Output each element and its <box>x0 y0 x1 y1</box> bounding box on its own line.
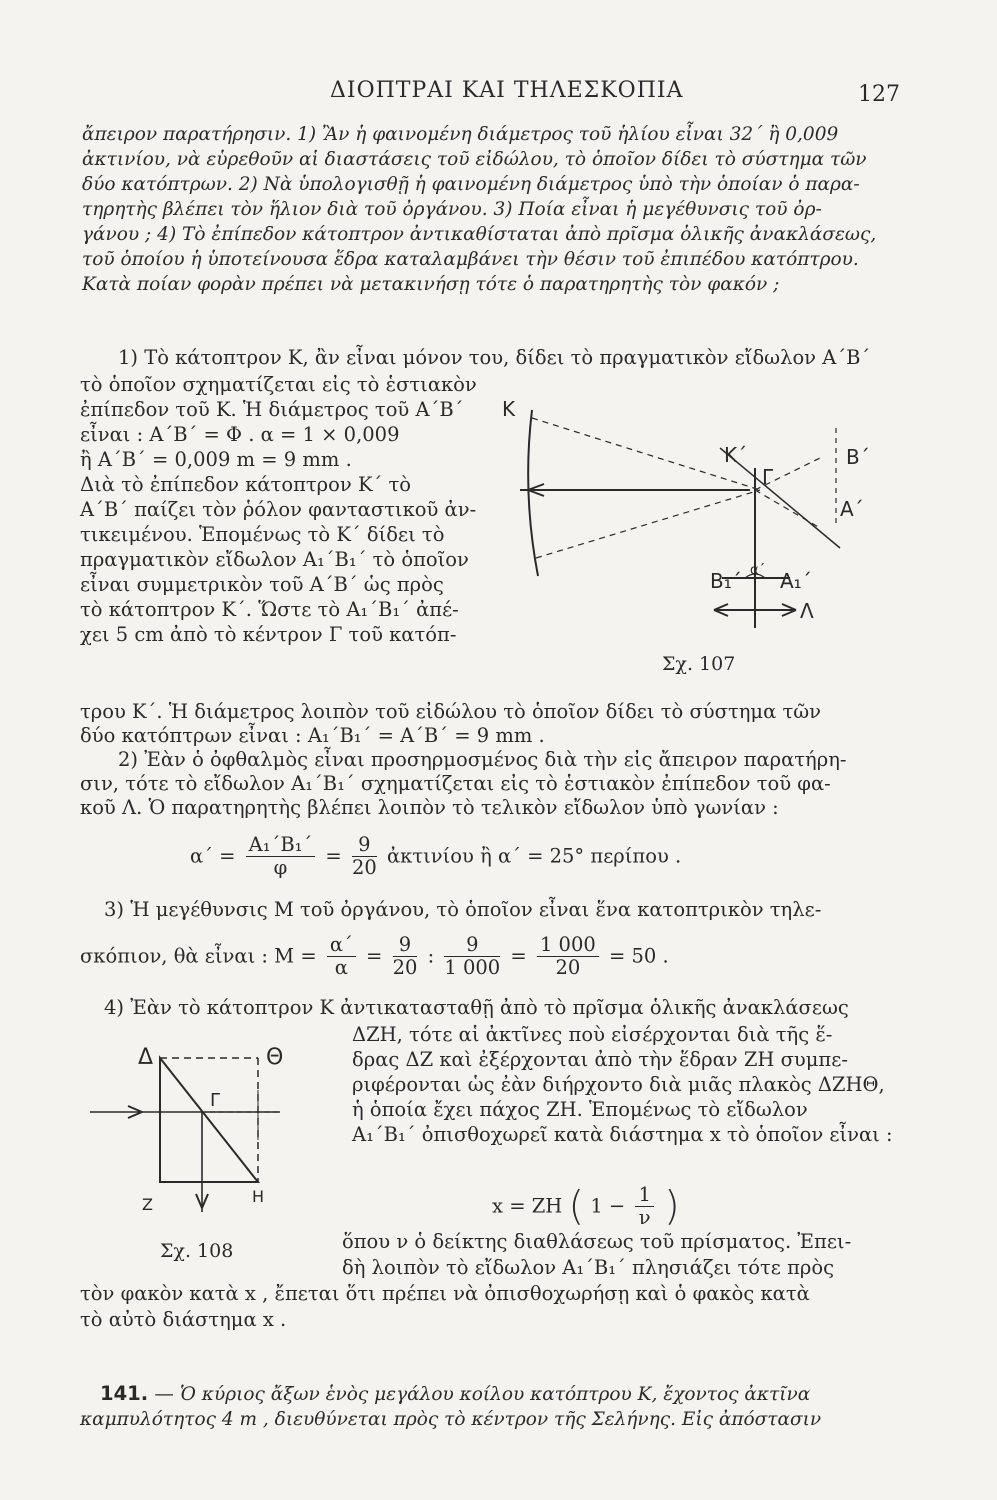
denominator: 20 <box>555 956 581 979</box>
running-header: ΔΙΟΠΤΡΑΙ ΚΑΙ ΤΗΛΕΣΚΟΠΙΑ <box>330 78 684 103</box>
label-h: H <box>252 1187 265 1206</box>
label-gamma: Γ <box>210 1090 221 1111</box>
problem-line: τηρητὴς βλέπει τὸν ἥλιον διὰ τοῦ ὀργάνου. 3) Ποία εἶναι ἡ μεγέθυνσις τοῦ ὀρ- <box>82 199 822 220</box>
text-line: δὴ λοιπὸν τὸ εἴδωλον Α₁΄Β₁΄ πλησιάζει τότε πρὸς <box>342 1256 835 1279</box>
numerator: 9 <box>444 934 500 957</box>
text-line: 2) Ἐὰν ὁ ὀφθαλμὸς εἶναι προσηρμοσμένος διὰ τὴν εἰς ἄπειρον παρατήρη- <box>118 748 847 771</box>
formula-2 <box>190 834 681 879</box>
problem-line: δύο κατόπτρων. 2) Νὰ ὑπολογισθῇ ἡ φαινομένη διάμετρος ὑπὸ τὴν ὁποίαν ὁ παρα- <box>82 174 860 195</box>
text-line: σιν, τότε τὸ εἴδωλον Α₁΄Β₁΄ σχηματίζεται εἰς τὸ ἑστιακὸν ἐπίπεδον τοῦ φα- <box>80 772 831 795</box>
text-line: 4) Ἐὰν τὸ κάτοπτρον Κ ἀντικατασταθῇ ἀπὸ τὸ πρῖσμα ὁλικῆς ἀνακλάσεως <box>104 996 849 1019</box>
fraction <box>327 934 356 979</box>
text-line: δρας ΔΖ καὶ ἐξέρχονται ἀπὸ τὴν ἕδραν ΖΗ συμπε- <box>352 1048 848 1071</box>
text-line: εἶναι : Α΄Β΄ = Φ . α = 1 × 0,009 <box>80 423 400 446</box>
text-line: Α₁΄Β₁΄ ὀπισθοχωρεῖ κατὰ διάστημα x τὸ ὁποῖον εἶναι : <box>352 1123 893 1146</box>
fraction <box>635 1184 653 1229</box>
formula-4: x = ΖΗ ( 1 − $\frac{1}{\nu}$ ) <box>492 1183 680 1230</box>
problem-text: Ὁ κύριος ἄξων ἑνὸς μεγάλου κοίλου κατόπτρου Κ, ἔχοντος ἀκτῖνα <box>180 1384 811 1405</box>
problem-line: τοῦ ὁποίου ἡ ὑποτείνουσα ἕδρα καταλαμβάνει τὴν θέσιν τοῦ ἐπιπέδου κατόπτρου. <box>82 249 859 270</box>
formula-lhs: x = ΖΗ <box>492 1194 563 1218</box>
problem-number: 141. <box>100 1382 149 1405</box>
label-lambda: Λ <box>800 599 814 623</box>
label-k-prime: K΄ <box>724 443 748 467</box>
page-number: 127 <box>858 82 900 107</box>
numerator: 9 <box>352 834 377 857</box>
solution-1-left-column <box>80 372 500 647</box>
label-alpha-prime: α΄ <box>750 563 766 578</box>
text-line: τὸ κάτοπτρον Κ΄. Ὥστε τὸ Α₁΄Β₁΄ ἀπέ- <box>80 598 459 621</box>
numerator: Α₁΄Β₁΄ <box>246 834 316 857</box>
text-line: τὸ ὁποῖον σχηματίζεται εἰς τὸ ἑστιακὸν <box>80 373 477 396</box>
formula-lead: σκόπιον, θὰ εἶναι : Μ = <box>80 944 317 968</box>
label-b1: B₁΄ <box>710 569 742 593</box>
text-line: ἡ ὁποία ἔχει πάχος ΖΗ. Ἑπομένως τὸ εἴδωλον <box>352 1098 808 1121</box>
text-line: τὸν φακὸν κατὰ x , ἔπεται ὅτι πρέπει νὰ ὀπισθοχωρήσῃ καὶ ὁ φακὸς κατὰ <box>80 1282 810 1305</box>
equals: = <box>325 844 342 868</box>
fraction <box>444 934 500 979</box>
numerator: 1 <box>635 1184 653 1207</box>
result: = 50 . <box>608 944 669 968</box>
figure-107-diagram <box>500 398 910 640</box>
text-line: 3) Ἡ μεγέθυνσις Μ τοῦ ὀργάνου, τὸ ὁποῖον εἶναι ἕνα κατοπτρικὸν τηλε- <box>104 898 822 921</box>
problem-line: ἄπειρον παρατήρησιν. 1) Ἂν ἡ φαινομένη διάμετρος τοῦ ἡλίου εἶναι 32΄ ἢ 0,009 <box>82 124 839 145</box>
text-line: ὅπου ν ὁ δείκτης διαθλάσεως τοῦ πρίσματος. Ἐπει- <box>342 1230 852 1253</box>
denominator: 20 <box>392 956 418 979</box>
ray-dashed <box>536 490 760 558</box>
denominator: 1 000 <box>444 956 501 979</box>
fraction <box>393 934 418 979</box>
label-gamma: Γ <box>762 465 774 489</box>
figure-108-caption: Σχ. 108 <box>160 1240 234 1262</box>
numerator: 1 000 <box>537 934 599 957</box>
formula-tail: ἀκτινίου ἢ α΄ = 25° περίπου . <box>387 844 682 868</box>
numerator: 9 <box>393 934 418 957</box>
problem-line: γάνου ; 4) Τὸ ἐπίπεδον κάτοπτρον ἀντικαθίσταται ἀπὸ πρῖσμα ὁλικῆς ἀνακλάσεως, <box>82 224 877 245</box>
figure-107-caption: Σχ. 107 <box>662 653 736 675</box>
solution-1-first-line: 1) Τὸ κάτοπτρον Κ, ἂν εἶναι μόνον του, δίδει τὸ πραγματικὸν εἴδωλον Α΄Β΄ <box>118 346 871 369</box>
text-line: δύο κατόπτρων εἶναι : Α₁΄Β₁΄ = Α΄Β΄ = 9 mm . <box>80 724 545 747</box>
text-line: τικειμένου. Ἑπομένως τὸ Κ΄ δίδει τὸ <box>80 523 445 546</box>
text-line: τρου Κ΄. Ἡ διάμετρος λοιπὸν τοῦ εἰδώλου τὸ ὁποῖον δίδει τὸ σύστημα τῶν <box>80 700 822 723</box>
text-line: τὸ αὐτὸ διάστημα x . <box>80 1308 287 1331</box>
text-line: κοῦ Λ. Ὁ παρατηρητὴς βλέπει λοιπὸν τὸ τελικὸν εἴδωλον ὑπὸ γωνίαν : <box>80 796 779 819</box>
label-a1: A₁΄ <box>780 569 812 593</box>
text-line: ΔΖΗ, τότε αἱ ἀκτῖνες ποὺ εἰσέρχονται διὰ τῆς ἕ- <box>352 1023 833 1046</box>
label-b-prime: B΄ <box>846 445 870 469</box>
solution-4-right-column <box>352 1022 912 1147</box>
problem-141-line-2: καμπυλότητος 4 m , διευθύνεται πρὸς τὸ κέντρον τῆς Σελήνης. Εἰς ἀπόστασιν <box>80 1409 822 1430</box>
label-k: K <box>502 398 516 421</box>
formula-3: σκόπιον, θὰ εἶναι : Μ = $\frac{\alpha΄}{\alpha}$ = $\frac{9}{20}$ : $\frac{9}{1 000}$ = $\frac{1 000}{20}$ = 50 . <box>80 933 669 979</box>
text-line: Α΄Β΄ παίζει τὸν ῥόλον φανταστικοῦ ἀν- <box>80 498 477 521</box>
text-line: πραγματικὸν εἴδωλον Α₁΄Β₁΄ τὸ ὁποῖον <box>80 548 469 571</box>
text-line: ριφέρονται ὡς ἐὰν διήρχοντο διὰ μιᾶς πλακὸς ΔΖΗΘ, <box>352 1073 885 1096</box>
denominator: φ <box>273 856 288 879</box>
fraction <box>537 934 599 979</box>
denominator: 20 <box>351 856 377 879</box>
formula-one-minus: 1 − <box>590 1194 626 1218</box>
problem-line: Κατὰ ποίαν φορὰν πρέπει νὰ μετακινήσῃ τότε ὁ παρατηρητὴς τὸν φακόν ; <box>82 274 780 295</box>
figure-108-diagram <box>80 1040 350 1220</box>
fraction <box>352 834 377 879</box>
problem-dash: — <box>154 1382 174 1405</box>
numerator: α΄ <box>327 934 356 957</box>
denominator: ν <box>638 1206 651 1229</box>
text-line: Διὰ τὸ ἐπίπεδον κάτοπτρον Κ΄ τὸ <box>80 473 411 496</box>
text-line: χει 5 cm ἀπὸ τὸ κέντρον Γ τοῦ κατόπ- <box>80 623 457 646</box>
prism-triangle <box>160 1058 258 1182</box>
label-a-prime: A΄ <box>840 497 864 521</box>
text-line: ἢ Α΄Β΄ = 0,009 m = 9 mm . <box>80 448 352 471</box>
text-line: εἶναι συμμετρικὸν τοῦ Α΄Β΄ ὡς πρὸς <box>80 573 444 596</box>
label-delta: Δ <box>138 1045 154 1070</box>
problem-line: ἀκτινίου, νὰ εὑρεθοῦν αἱ διαστάσεις τοῦ εἰδώλου, τὸ ὁποῖον δίδει τὸ σύστημα τῶν <box>82 149 867 170</box>
text-line: ἐπίπεδον τοῦ Κ. Ἡ διάμετρος τοῦ Α΄Β΄ <box>80 398 464 421</box>
label-theta: Θ <box>266 1045 284 1070</box>
problem-141-line-1 <box>100 1382 810 1407</box>
denominator: α <box>334 956 348 979</box>
colon: : <box>427 944 435 968</box>
label-z: Z <box>142 1195 153 1214</box>
formula-lhs: α΄ = <box>190 844 236 868</box>
fraction <box>246 834 316 879</box>
